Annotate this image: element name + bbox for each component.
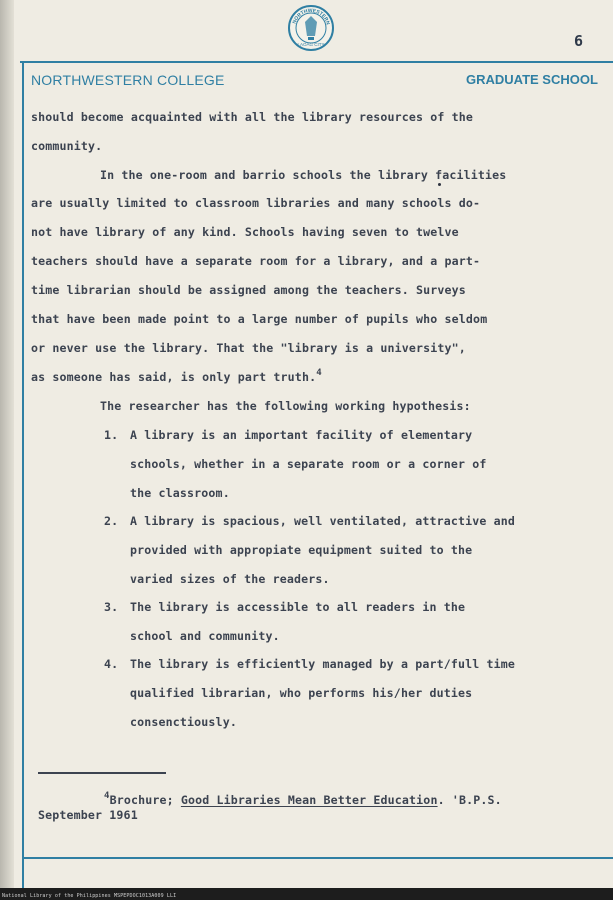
college-name: NORTHWESTERN COLLEGE: [31, 72, 225, 88]
footnote-line: [104, 793, 502, 807]
ink-speck: [438, 183, 441, 186]
body-line: In the one-room and barrio schools the library facilities: [100, 168, 507, 182]
body-line: or never use the library. That the "library is a university",: [31, 341, 466, 355]
hypothesis-number: 3.: [104, 600, 119, 614]
footnote-date: September 1961: [38, 808, 138, 822]
hypothesis-line: varied sizes of the readers.: [130, 572, 330, 586]
footnote-reference: 4: [316, 368, 322, 378]
hypothesis-line: qualified librarian, who performs his/her duties: [130, 686, 473, 700]
body-line: community.: [31, 139, 103, 153]
body-line: teachers should have a separate room for a library, and a part-: [31, 254, 481, 268]
hypothesis-line: The library is efficiently managed by a part/full time: [130, 657, 516, 671]
hypothesis-number: 4.: [104, 657, 119, 671]
school-name: GRADUATE SCHOOL: [466, 72, 598, 87]
footnote-prefix: Brochure;: [109, 793, 181, 807]
hypothesis-line: the classroom.: [130, 486, 230, 500]
scan-footer-text: National Library of the Philippines MSPEPDOC1013A009 LLI: [2, 893, 177, 899]
body-line: not have library of any kind. Schools having seven to twelve: [31, 225, 459, 239]
hypothesis-line: The library is accessible to all readers in the: [130, 600, 466, 614]
page-number: 6: [574, 32, 584, 50]
footnote-divider: [38, 772, 166, 774]
frame-top-rule: [20, 61, 613, 63]
college-seal-icon: [287, 4, 335, 52]
frame-bottom-rule: [22, 857, 613, 859]
hypothesis-line: school and community.: [130, 629, 280, 643]
footnote-mark: 4: [104, 791, 110, 801]
svg-text:NORTHWESTERN COLLEGE: NORTHWESTERN: [291, 7, 331, 26]
body-line: are usually limited to classroom libraries and many schools do-: [31, 196, 481, 210]
body-line: time librarian should be assigned among the teachers. Surveys: [31, 283, 466, 297]
svg-text:LAOAG CITY: LAOAG CITY: [297, 42, 325, 47]
footnote-title: Good Libraries Mean Better Education: [180, 793, 438, 807]
hypothesis-number: 2.: [104, 514, 119, 528]
hypothesis-line: schools, whether in a separate room or a corner of: [130, 457, 487, 471]
scan-edge: [0, 0, 14, 900]
frame-left-rule: [22, 61, 24, 891]
hypothesis-intro: The researcher has the following working hypothesis:: [100, 399, 471, 413]
body-line-text: as someone has said, is only part truth.: [31, 370, 317, 384]
footnote-suffix: . 'B.P.S.: [437, 793, 502, 807]
hypothesis-line: consenctiously.: [130, 715, 237, 729]
hypothesis-line: provided with appropiate equipment suited to the: [130, 543, 473, 557]
hypothesis-line: A library is spacious, well ventilated, attractive and: [130, 514, 516, 528]
hypothesis-number: 1.: [104, 428, 119, 442]
body-line: should become acquainted with all the library resources of the: [31, 110, 474, 124]
body-line: that have been made point to a large number of pupils who seldom: [31, 312, 488, 326]
body-line-last: [31, 370, 322, 384]
hypothesis-line: A library is an important facility of elementary: [130, 428, 473, 442]
